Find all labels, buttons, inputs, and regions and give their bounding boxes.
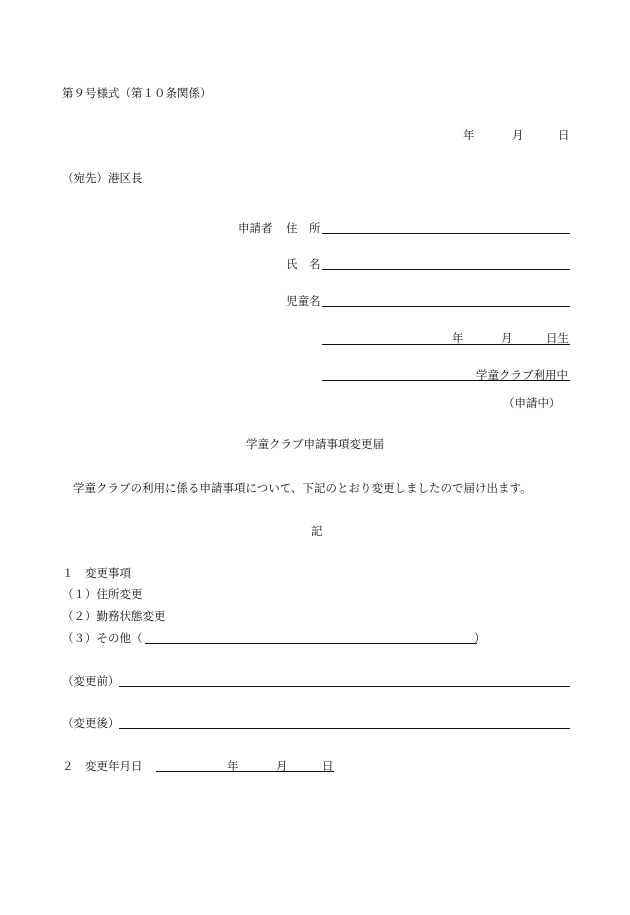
date-year-label: 年: [463, 128, 475, 142]
before-label: （変更前）: [62, 674, 120, 688]
before-field[interactable]: [119, 686, 570, 687]
ki-label: 記: [311, 524, 323, 538]
change-day-label: 日: [322, 759, 334, 773]
statement-text: 学童クラブの利用に係る申請事項について、下記のとおり変更しましたので届け出ます。: [73, 481, 532, 495]
birth-date-field[interactable]: [322, 344, 570, 345]
date-day-label: 日: [558, 128, 570, 142]
club-in-use-label: 学童クラブ利用中: [476, 368, 568, 382]
option-work-status-change: （２）勤務状態変更: [62, 609, 166, 623]
change-month-label: 月: [276, 759, 288, 773]
club-name-field[interactable]: [322, 380, 570, 381]
after-label: （変更後）: [62, 716, 120, 730]
applicant-label: 申請者: [238, 221, 273, 235]
change-date-field[interactable]: [156, 771, 334, 772]
child-name-label: 児童名: [286, 294, 321, 308]
addressee: （宛先）港区長: [62, 171, 143, 185]
section-2-heading: ２ 変更年月日: [62, 759, 143, 773]
change-year-label: 年: [227, 759, 239, 773]
option-address-change: （１）住所変更: [62, 587, 143, 601]
form-number: 第９号様式（第１０条関係）: [62, 86, 212, 100]
birth-year-label: 年: [452, 331, 464, 345]
name-field[interactable]: [322, 269, 570, 270]
date-month-label: 月: [512, 128, 524, 142]
after-field[interactable]: [119, 728, 570, 729]
name-label: 氏 名: [286, 257, 321, 271]
child-name-field[interactable]: [322, 306, 570, 307]
other-field[interactable]: [145, 643, 477, 644]
applying-label: （申請中）: [503, 396, 561, 410]
document-title: 学童クラブ申請事項変更届: [246, 437, 384, 451]
birth-day-label: 日生: [546, 331, 569, 345]
option-other: （３）その他（: [62, 631, 143, 645]
address-field[interactable]: [322, 233, 570, 234]
option-other-close: ）: [474, 631, 486, 645]
address-label: 住 所: [286, 221, 321, 235]
birth-month-label: 月: [501, 331, 513, 345]
section-1-heading: １ 変更事項: [62, 566, 131, 580]
